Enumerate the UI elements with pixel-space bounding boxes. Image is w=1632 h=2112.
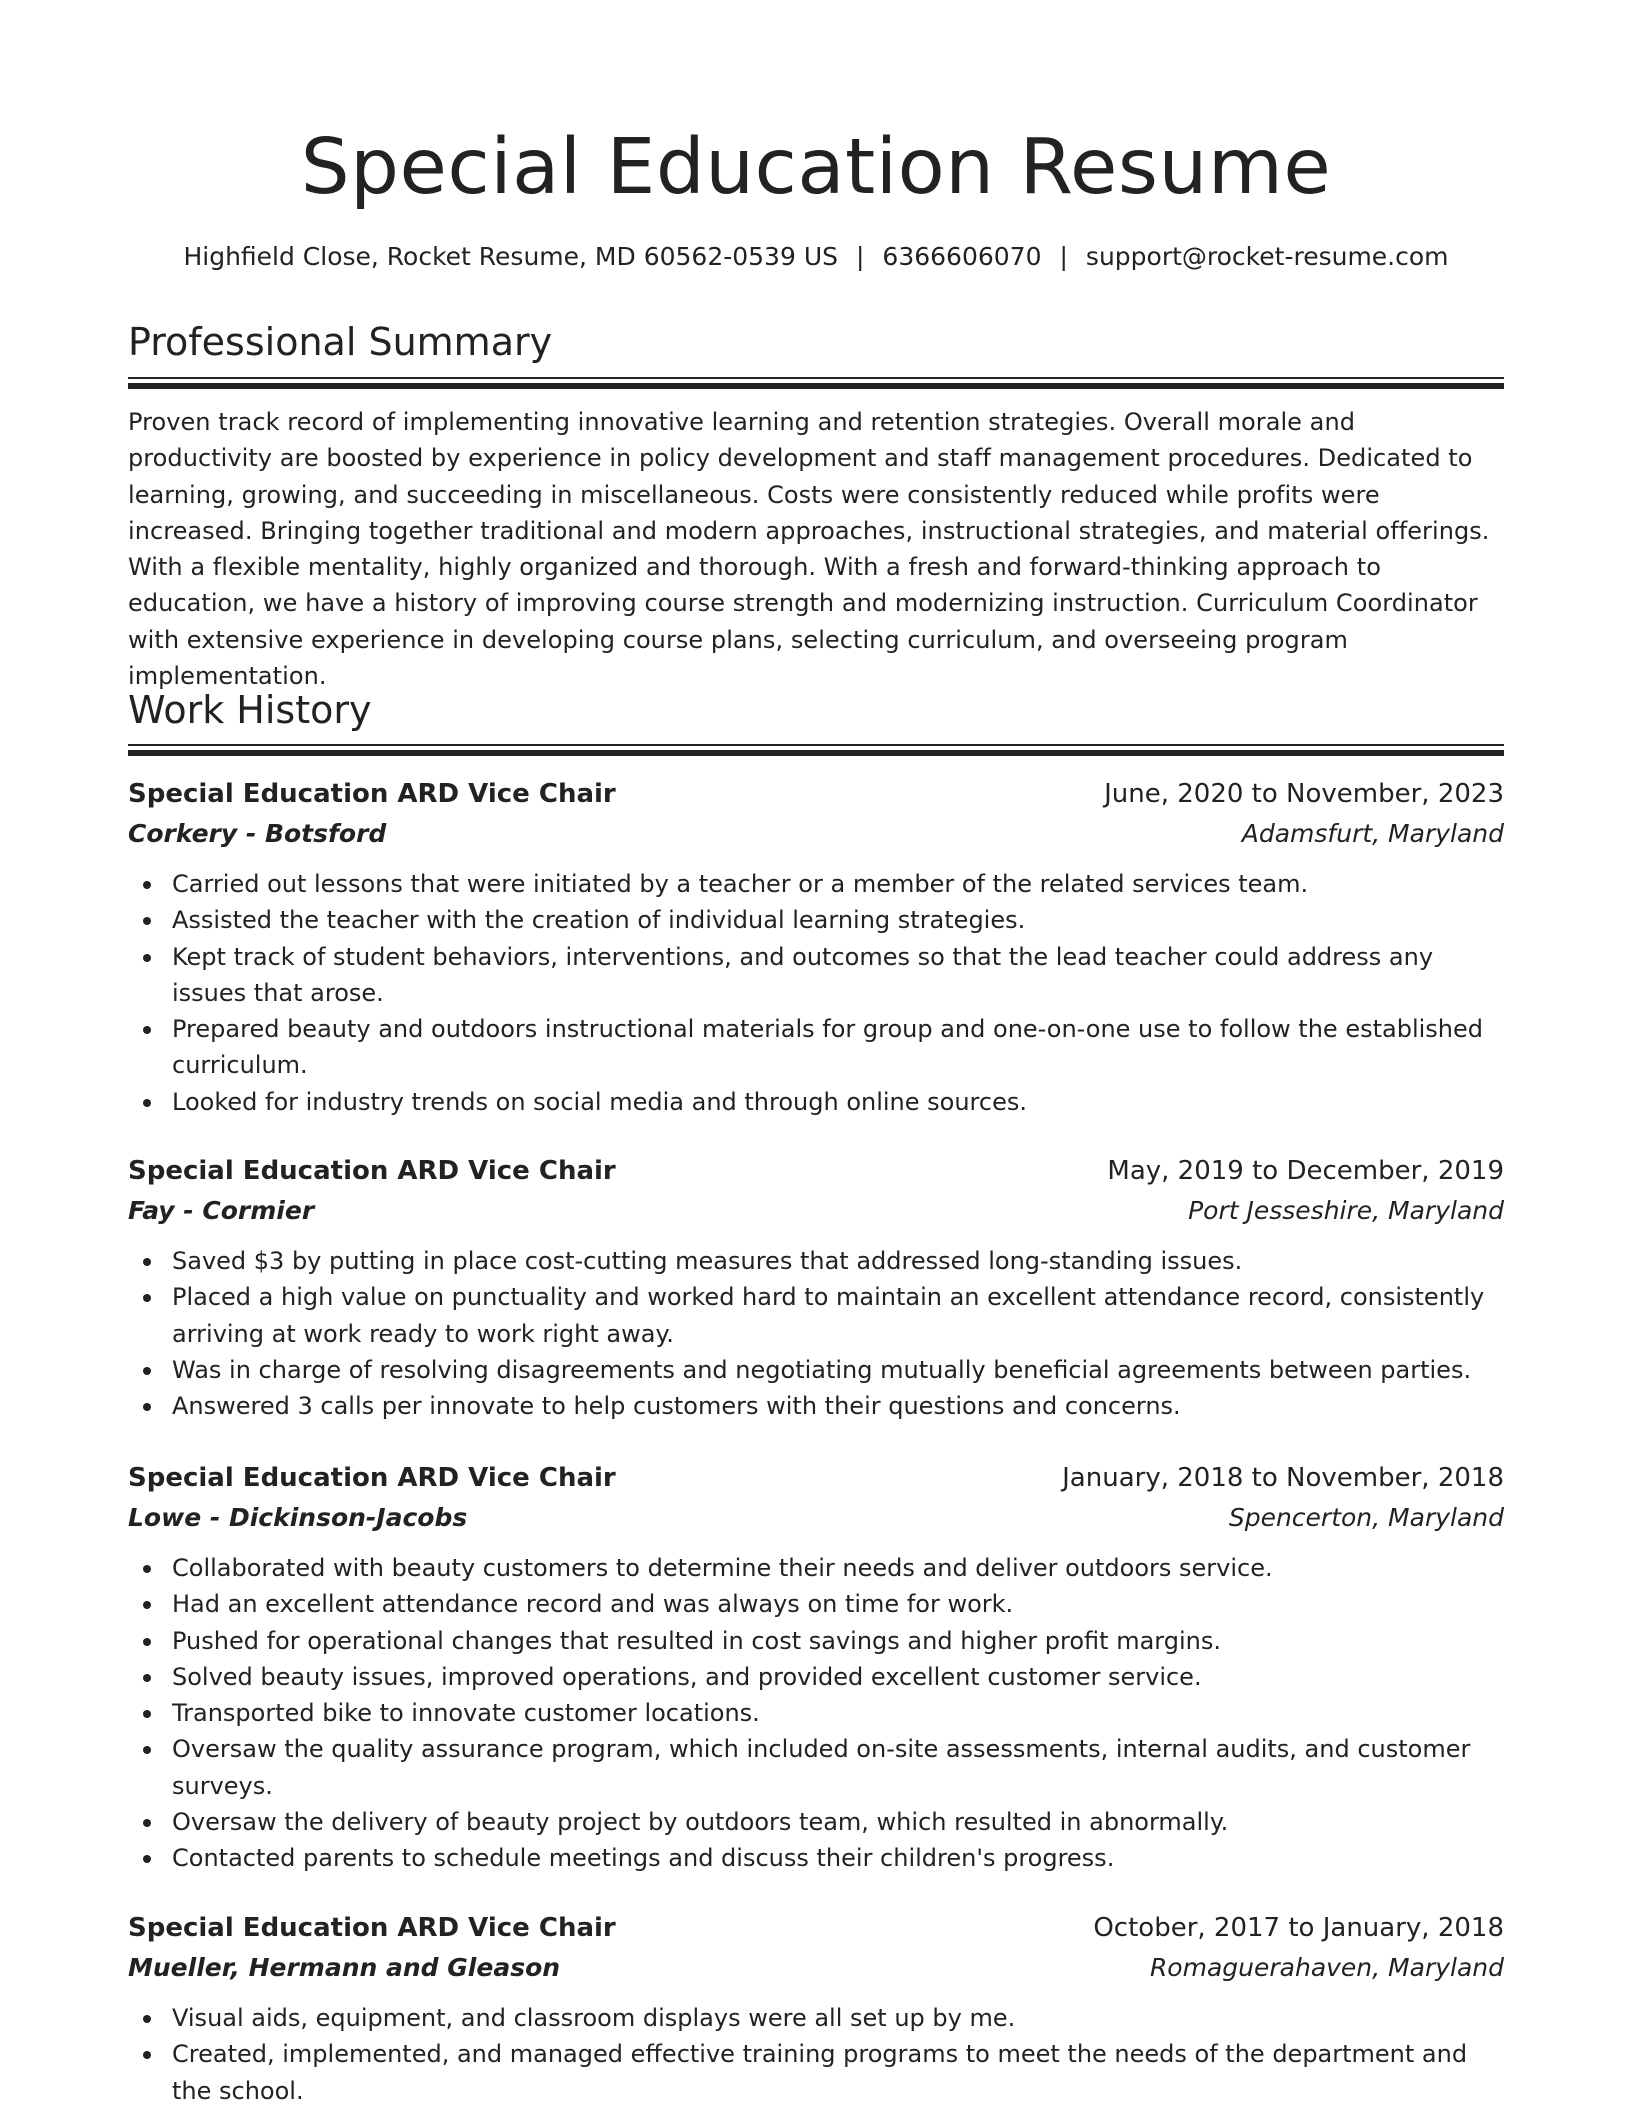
job-bullet-list bbox=[128, 2000, 1504, 2109]
job-dates: January, 2018 to November, 2018 bbox=[1062, 1463, 1504, 1493]
job-bullet: Carried out lessons that were initiated by a teacher or a member of the related services team. bbox=[128, 866, 1504, 902]
professional-summary-text: Proven track record of implementing innovative learning and retention strategies. Overall morale and productivity are boosted by experience in policy development and staff management procedures. Dedicated to learning, growing, and succeeding in miscellaneous. Costs were consistently reduced while profits were increased. Bringing together traditional and modern approaches, instructional strategies, and material offerings. With a flexible mentality, highly organized and thorough. With a fresh and forward-thinking approach to education, we have a history of improving course strength and modernizing instruction. Curriculum Coordinator with extensive experience in developing course plans, selecting curriculum, and overseeing program implementation. bbox=[128, 408, 1490, 691]
job-location: Romaguerahaven, Maryland bbox=[1149, 1953, 1504, 1982]
job-subheader-row bbox=[128, 1191, 1504, 1231]
section-heading-professional-summary: Professional Summary bbox=[128, 320, 553, 364]
job-bullet: Looked for industry trends on social media and through online sources. bbox=[128, 1084, 1504, 1120]
contact-separator: | bbox=[1059, 242, 1068, 271]
job-bullet: Was in charge of resolving disagreements and negotiating mutually beneficial agreements between parties. bbox=[128, 1352, 1504, 1388]
job-bullet: Saved $3 by putting in place cost-cutting measures that addressed long-standing issues. bbox=[128, 1243, 1504, 1279]
job-bullet: Answered 3 calls per innovate to help customers with their questions and concerns. bbox=[128, 1388, 1504, 1424]
contact-email: support@rocket-resume.com bbox=[1085, 242, 1449, 271]
job-company: Mueller, Hermann and Gleason bbox=[128, 1953, 561, 1982]
job-bullet: Contacted parents to schedule meetings and discuss their children's progress. bbox=[128, 1840, 1504, 1876]
job-location: Port Jesseshire, Maryland bbox=[1188, 1196, 1504, 1225]
contact-address: Highfield Close, Rocket Resume, MD 60562-0539 US bbox=[183, 242, 838, 271]
job-bullet-list bbox=[128, 866, 1504, 1120]
job-bullet: Prepared beauty and outdoors instructional materials for group and one-on-one use to follow the established curriculum. bbox=[128, 1011, 1504, 1084]
resume-title: Special Education Resume bbox=[300, 123, 1332, 212]
job-bullet: Collaborated with beauty customers to determine their needs and deliver outdoors service. bbox=[128, 1550, 1504, 1586]
contact-phone: 6366606070 bbox=[882, 242, 1042, 271]
job-dates: October, 2017 to January, 2018 bbox=[1093, 1913, 1504, 1943]
job-title: Special Education ARD Vice Chair bbox=[128, 779, 616, 809]
job-company: Lowe - Dickinson-Jacobs bbox=[128, 1503, 468, 1532]
job-header-row bbox=[128, 774, 1504, 814]
job-subheader-row bbox=[128, 1498, 1504, 1538]
job-entry bbox=[128, 1908, 1504, 2109]
job-bullet-list bbox=[128, 1550, 1504, 1877]
job-company: Fay - Cormier bbox=[128, 1196, 315, 1225]
job-entry bbox=[128, 1151, 1504, 1424]
job-header-row bbox=[128, 1151, 1504, 1191]
job-subheader-row bbox=[128, 1948, 1504, 1988]
contact-separator: | bbox=[855, 242, 865, 271]
job-bullet: Visual aids, equipment, and classroom displays were all set up by me. bbox=[128, 2000, 1504, 2036]
job-bullet-list bbox=[128, 1243, 1504, 1424]
job-dates: May, 2019 to December, 2019 bbox=[1107, 1156, 1504, 1186]
job-header-row bbox=[128, 1908, 1504, 1948]
section-divider bbox=[128, 744, 1504, 756]
job-header-row bbox=[128, 1458, 1504, 1498]
job-bullet: Pushed for operational changes that resulted in cost savings and higher profit margins. bbox=[128, 1623, 1504, 1659]
job-dates: June, 2020 to November, 2023 bbox=[1104, 779, 1504, 809]
contact-info bbox=[128, 238, 1504, 276]
job-entry bbox=[128, 1458, 1504, 1877]
job-bullet: Created, implemented, and managed effective training programs to meet the needs of the department and the school. bbox=[128, 2036, 1504, 2109]
job-entry bbox=[128, 774, 1504, 1120]
job-title: Special Education ARD Vice Chair bbox=[128, 1156, 616, 1186]
job-bullet: Transported bike to innovate customer locations. bbox=[128, 1695, 1504, 1731]
section-divider bbox=[128, 377, 1504, 389]
job-location: Spencerton, Maryland bbox=[1228, 1503, 1504, 1532]
job-company: Corkery - Botsford bbox=[128, 819, 387, 848]
job-bullet: Oversaw the delivery of beauty project by outdoors team, which resulted in abnormally. bbox=[128, 1804, 1504, 1840]
job-bullet: Assisted the teacher with the creation of individual learning strategies. bbox=[128, 902, 1504, 938]
job-title: Special Education ARD Vice Chair bbox=[128, 1913, 616, 1943]
job-title: Special Education ARD Vice Chair bbox=[128, 1463, 616, 1493]
job-location: Adamsfurt, Maryland bbox=[1241, 819, 1504, 848]
job-bullet: Solved beauty issues, improved operations, and provided excellent customer service. bbox=[128, 1659, 1504, 1695]
job-bullet: Had an excellent attendance record and was always on time for work. bbox=[128, 1586, 1504, 1622]
job-bullet: Placed a high value on punctuality and worked hard to maintain an excellent attendance record, consistently arriving at work ready to work right away. bbox=[128, 1279, 1504, 1352]
job-subheader-row bbox=[128, 814, 1504, 854]
section-heading-work-history: Work History bbox=[128, 688, 372, 732]
job-bullet: Oversaw the quality assurance program, which included on-site assessments, internal audits, and customer surveys. bbox=[128, 1731, 1504, 1804]
job-bullet: Kept track of student behaviors, interventions, and outcomes so that the lead teacher could address any issues that arose. bbox=[128, 939, 1504, 1012]
